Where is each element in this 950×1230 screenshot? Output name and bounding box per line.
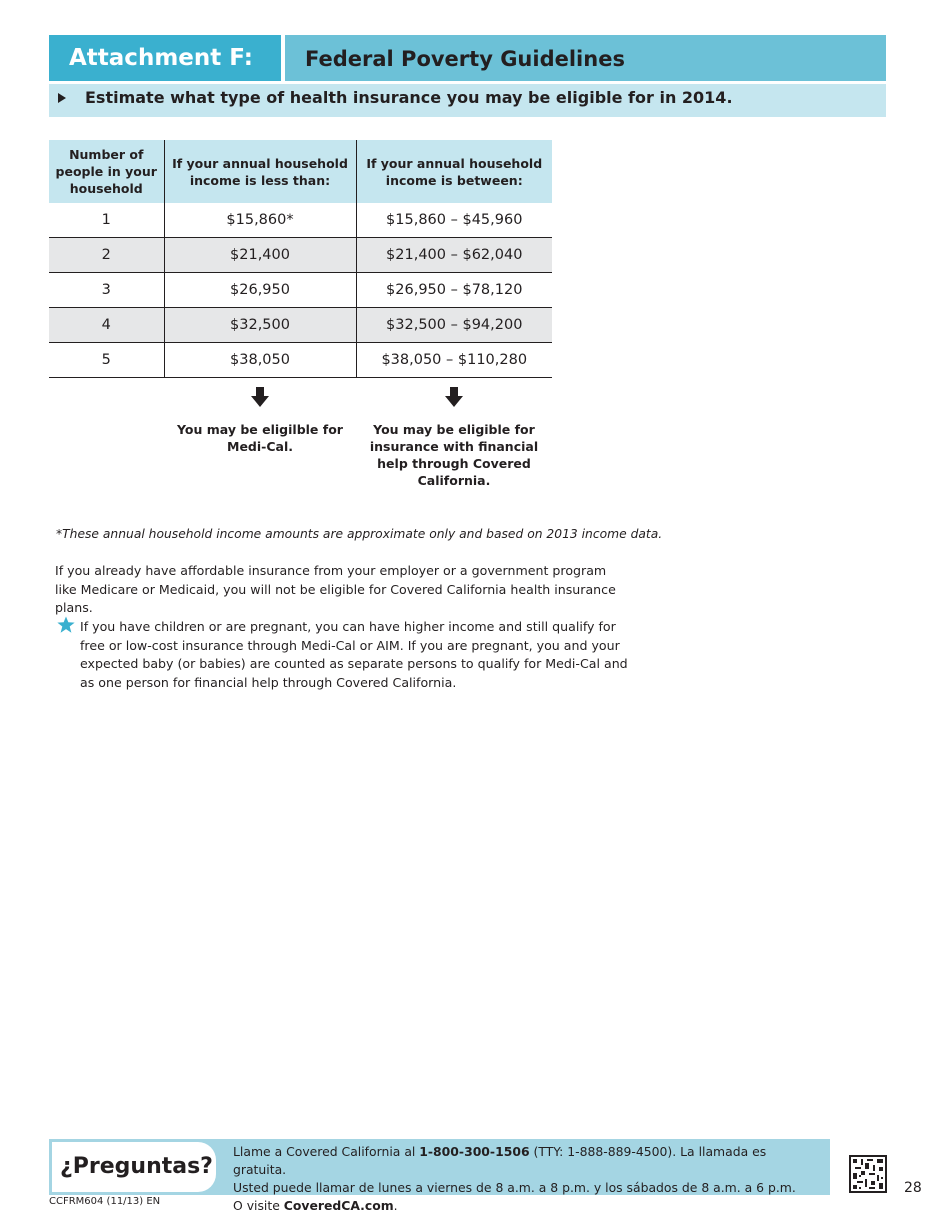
household-size: 1	[49, 203, 164, 238]
covered-california-eligibility: You may be eligible for insurance with financial help through Covered California.	[369, 422, 539, 488]
subtitle: Estimate what type of health insurance you may be eligible for in 2014.	[85, 88, 733, 107]
household-size: 5	[49, 343, 164, 378]
page-title: Federal Poverty Guidelines	[305, 47, 625, 71]
attachment-label: Attachment F:	[49, 35, 281, 81]
column-header-less-than: If your annual household income is less than:	[164, 140, 356, 203]
header-bar	[49, 35, 886, 81]
pregnancy-note: If you have children or are pregnant, you can have higher income and still qualify for free or low-cost insurance through Medi-Cal or AIM. If you are pregnant, you and your expected baby (or babies) are counted as separate persons to qualify for Medi-Cal and as one person for financial help through Covered California.	[80, 619, 628, 690]
table-header-row	[49, 140, 552, 203]
table-row	[49, 273, 552, 308]
household-size: 2	[49, 238, 164, 273]
contact-hours: Usted puede llamar de lunes a viernes de 8 a.m. a 8 p.m. y los sábados de 8 a.m. a 6 p.m.	[233, 1180, 796, 1195]
household-size: 3	[49, 273, 164, 308]
table-row	[49, 203, 552, 238]
page-number: 28	[904, 1180, 922, 1196]
poverty-guidelines-table	[49, 140, 552, 378]
contact-line3-prefix: O visite	[233, 1198, 284, 1213]
income-less-than: $38,050	[164, 343, 356, 378]
table-row	[49, 238, 552, 273]
website-link[interactable]: CoveredCA.com	[283, 1198, 394, 1213]
footnote: *These annual household income amounts are approximate only and based on 2013 income data.	[56, 527, 663, 541]
income-between: $26,950 – $78,120	[356, 273, 552, 308]
contact-line3-suffix: .	[393, 1198, 398, 1213]
table-row	[49, 343, 552, 378]
triangle-right-icon	[58, 93, 66, 103]
income-less-than: $21,400	[164, 238, 356, 273]
contact-line1-prefix: Llame a Covered California al	[233, 1144, 420, 1159]
income-less-than: $15,860*	[164, 203, 356, 238]
contact-info	[233, 1143, 823, 1215]
phone-number[interactable]: 1-800-300-1506	[419, 1144, 530, 1159]
medi-cal-eligibility: You may be eligilble for Medi-Cal.	[177, 422, 343, 454]
contact-line1-suffix: (TTY: 1-888-889-4500). La llamada es gratuita.	[233, 1144, 767, 1177]
eligibility-note: If you already have affordable insurance from your employer or a government program like Medicare or Medicaid, you will not be eligible for Covered California health insurance plans.	[55, 563, 616, 615]
arrow-down-icon	[251, 387, 269, 407]
column-header-between: If your annual household income is between:	[356, 140, 552, 203]
arrow-down-icon	[445, 387, 463, 407]
questions-badge	[52, 1142, 216, 1192]
qr-code-icon	[849, 1155, 887, 1193]
form-id: CCFRM604 (11/13) EN	[49, 1196, 161, 1207]
household-size: 4	[49, 308, 164, 343]
income-between: $15,860 – $45,960	[356, 203, 552, 238]
questions-label: ¿Preguntas?	[60, 1154, 213, 1179]
income-between: $32,500 – $94,200	[356, 308, 552, 343]
income-less-than: $32,500	[164, 308, 356, 343]
income-less-than: $26,950	[164, 273, 356, 308]
star-icon	[57, 616, 75, 634]
income-between: $21,400 – $62,040	[356, 238, 552, 273]
column-header-household: Number of people in your household	[49, 140, 164, 203]
table-row	[49, 308, 552, 343]
income-between: $38,050 – $110,280	[356, 343, 552, 378]
subtitle-bar	[49, 84, 886, 117]
header-divider	[281, 35, 285, 81]
